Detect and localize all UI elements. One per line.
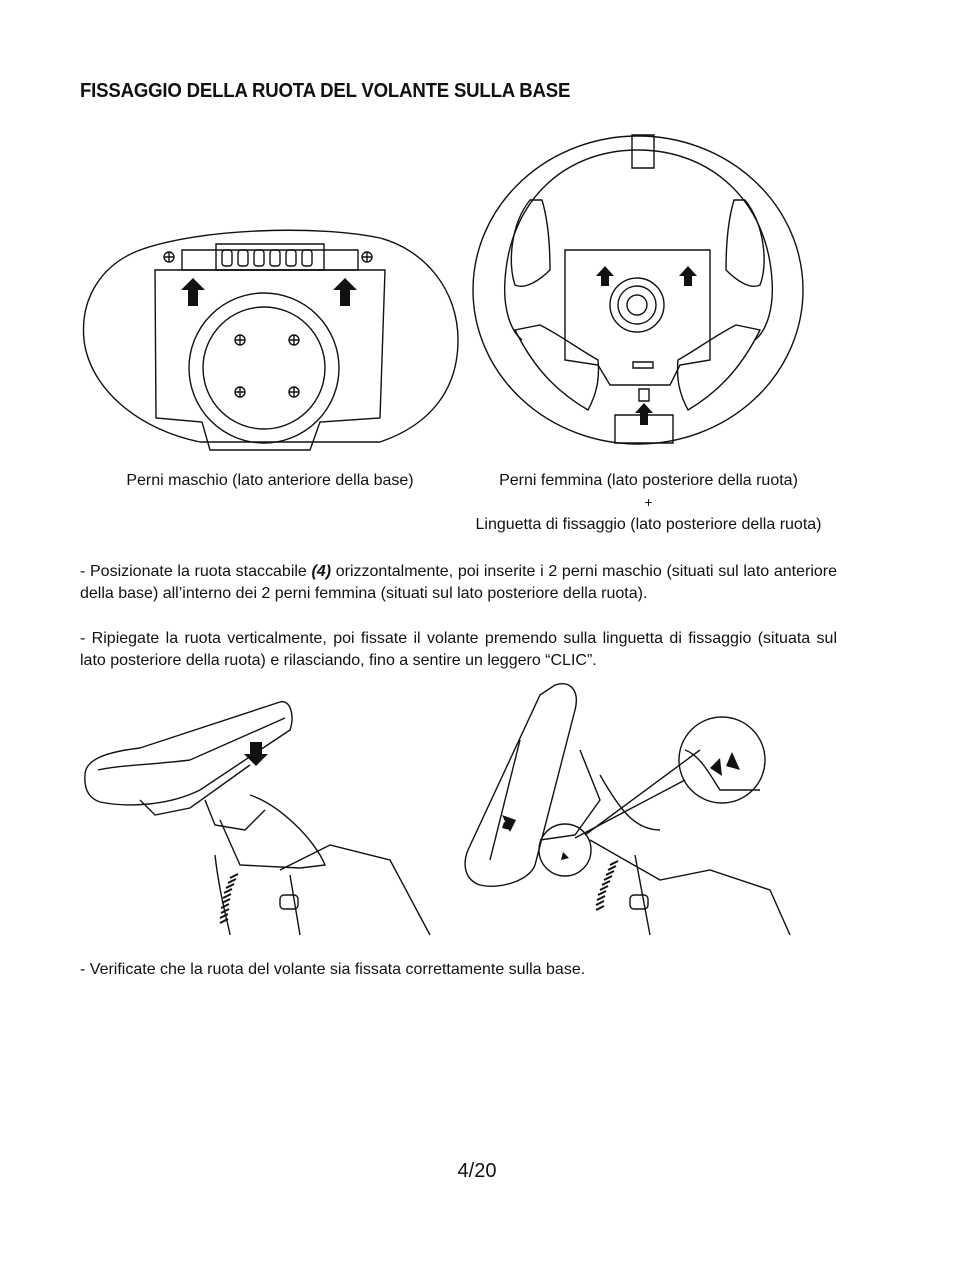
step1-prefix: - Posizionate la ruota staccabile — [80, 563, 312, 580]
step1-rest: orizzontalmente, poi inserite i 2 perni maschio (situati sul lato anteriore della base) all’interno dei 2 perni femmina (situati sul lato posteriore della ruota). — [80, 563, 837, 602]
instruction-step-3: - Verificate che la ruota del volante sia fissata correttamente sulla base. — [80, 961, 586, 978]
wheel-insertion-illustration — [80, 690, 440, 935]
step1-ref: (4) — [311, 563, 332, 580]
caption-plus: + — [644, 494, 653, 510]
instruction-step-1 — [80, 561, 837, 605]
base-male-pins-illustration — [80, 220, 460, 460]
instruction-step-2: - Ripiegate la ruota verticalmente, poi fissate il volante premendo sulla linguetta di fissaggio (situata sul lato posteriore della ruota) e rilasciando, fino a sentire un leggero “CLIC”. — [80, 630, 837, 669]
wheel-female-pins-illustration — [470, 130, 810, 450]
page-number: 4/20 — [457, 1160, 497, 1182]
caption-male-pins: Perni maschio (lato anteriore della base) — [126, 472, 414, 489]
wheel-click-illustration — [460, 680, 800, 935]
page-title: FISSAGGIO DELLA RUOTA DEL VOLANTE SULLA BASE — [80, 80, 571, 102]
caption-female-pins: Perni femmina (lato posteriore della ruota) — [499, 472, 798, 489]
caption-locking-tab: Linguetta di fissaggio (lato posteriore della ruota) — [475, 516, 822, 533]
